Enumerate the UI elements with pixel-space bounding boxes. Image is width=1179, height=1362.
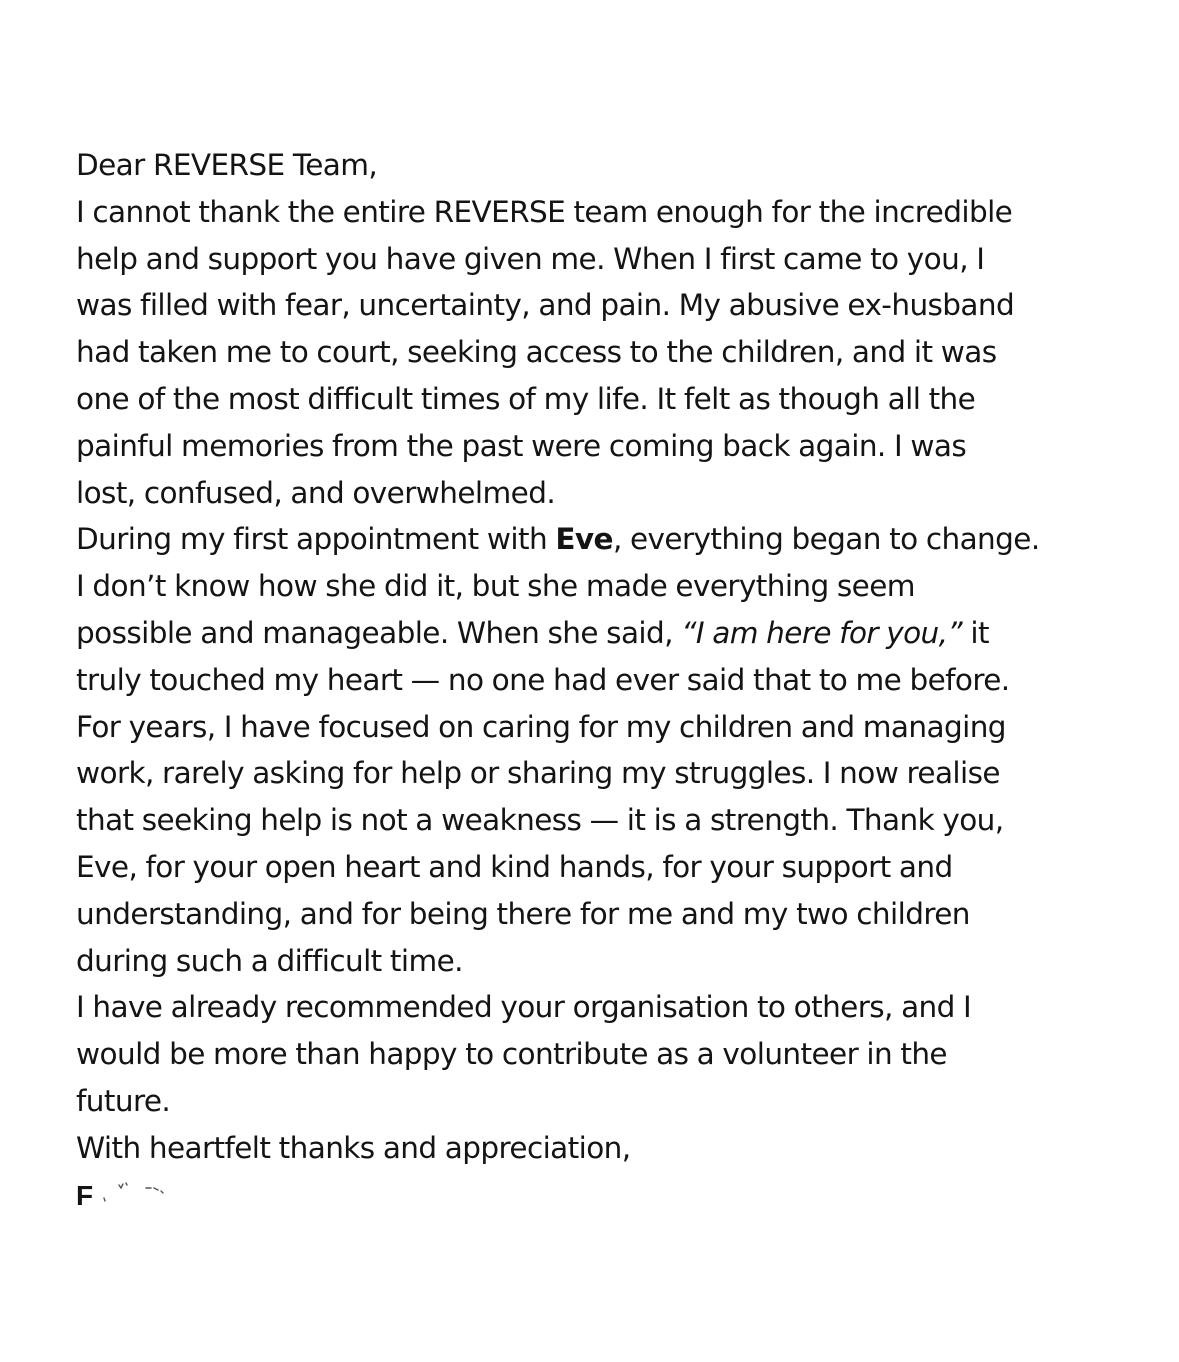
letter-line: I cannot thank the entire REVERSE team enough for the incredible xyxy=(76,194,1013,229)
letter-line: future. xyxy=(76,1083,171,1118)
signature-initial: F xyxy=(76,1179,93,1211)
letter-line: I have already recommended your organisation to others, and I xyxy=(76,990,972,1025)
text-run: , everything began to change. xyxy=(612,522,1040,557)
letter-line: I don’t know how she did it, but she made everything seem xyxy=(76,569,915,604)
letter-line: work, rarely asking for help or sharing my struggles. I now realise xyxy=(76,756,1000,791)
text-run: it xyxy=(962,615,989,650)
letter-line: painful memories from the past were coming back again. I was xyxy=(76,428,967,463)
letter-line: that seeking help is not a weakness — it is a strength. Thank you, xyxy=(76,803,1004,838)
caseworker-name: Eve xyxy=(555,522,613,557)
letter-line: understanding, and for being there for me and my two children xyxy=(76,896,970,931)
letter-line: one of the most difficult times of my life. It felt as though all the xyxy=(76,381,976,416)
text-run: During my first appointment with xyxy=(76,522,556,557)
letter-line: help and support you have given me. When I first came to you, I xyxy=(76,241,985,276)
letter-line: was filled with fear, uncertainty, and pain. My abusive ex-husband xyxy=(76,288,1015,323)
redacted-signature-marks xyxy=(102,1174,182,1204)
letter-line: had taken me to court, seeking access to the children, and it was xyxy=(76,335,997,370)
salutation: Dear REVERSE Team, xyxy=(76,148,378,182)
letter-line: truly touched my heart — no one had ever said that to me before. xyxy=(76,662,1010,697)
signature xyxy=(76,1172,1136,1219)
italic-quote: “I am here for you,” xyxy=(681,615,963,650)
letter-line: Eve, for your open heart and kind hands, for your support and xyxy=(76,849,953,884)
letter-line: during such a difficult time. xyxy=(76,943,463,978)
letter-line: would be more than happy to contribute as a volunteer in the xyxy=(76,1037,947,1072)
letter-line xyxy=(76,516,1136,563)
text-run: possible and manageable. When she said, xyxy=(76,615,682,650)
letter-line: lost, confused, and overwhelmed. xyxy=(76,475,556,510)
closing: With heartfelt thanks and appreciation, xyxy=(76,1130,631,1165)
letter-line xyxy=(76,610,1136,657)
letter-body xyxy=(76,142,1136,1218)
letter-line: For years, I have focused on caring for my children and managing xyxy=(76,709,1006,744)
